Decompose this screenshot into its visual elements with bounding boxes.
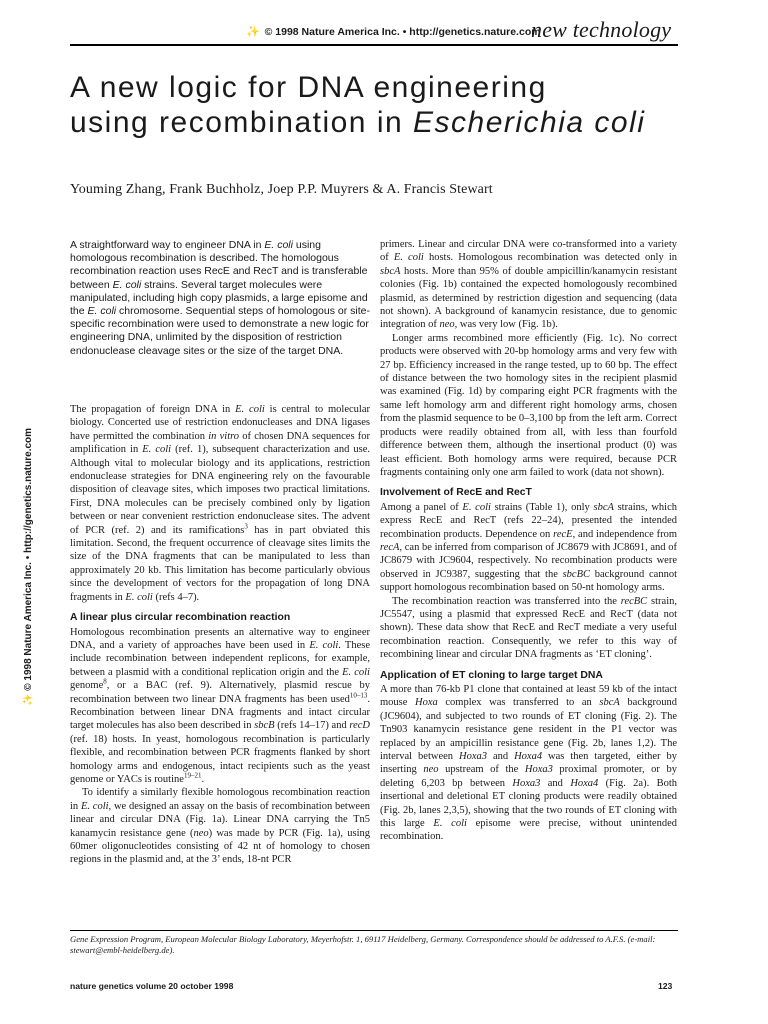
paragraph: Homologous recombination presents an alternative way to engineer DNA, and a variety of approaches have been used in E. coli. These include recombination between independent replicons, for example, between a plasmid with a conditional replication origin and the E. coli genome$^8$, or a BAC (ref. 9). Alternatively, plasmid rescue by recombination between two linear DNA fragments has been used$^{10-13}$. Recombination between linear DNA fragments and intact circular target molecules has also been described in sbcB (refs 14–17) and recD (ref. 18) hosts. In yeast, homologous recombination is particularly flexible, and recombination between PCR fragments flanked by short homology arms and endogenous, intact recipients such as the yeast genome or YACs is routine$^{19-21}$. <box>70 626 370 785</box>
heading-et-cloning: Application of ET cloning to large target DNA <box>380 669 603 681</box>
paragraph: Among a panel of E. coli strains (Table 1), only sbcA strains, which express RecE and RecT (refs 22–24), presented the intended recombination products. Dependence on recE, and independence from recA, can be inferred from comparison of JC8679 with JC8691, and of JC8679 with JC9604, respectively. No recombination products were observed in JC9387, suggesting that the sbcBC background cannot support homologous recombination based on 50-nt homology arms. <box>380 501 677 594</box>
paragraph: Longer arms recombined more efficiently (Fig. 1c). No correct products were observed with 20-bp homology arms and very few with 27 bp. Efficiency increased in the range tested, up to 60 bp. The effect of distance between the two homology sites in the recipient plasmid was examined (Fig. 1d) by comparing eight PCR fragments with the same left homology arm and different right homology arms, chosen from the plasmid sequence to be 0–3,100 bp from the left arm. Correct products were readily obtained from all, with less than fourfold difference between them, although the insertional product (0) was least efficient. Both homology arms were required, because PCR fragments containing only one arm failed to work (data not shown). <box>380 332 677 478</box>
page-number: 123 <box>658 981 673 991</box>
side-copyright <box>23 428 34 706</box>
affiliation-footnote: Gene Expression Program, European Molecular Biology Laboratory, Meyerhofstr. 1, 69117 Heidelberg, Germany. Correspondence should be addressed to A.F.S. (e-mail: stewart@embl-heidelberg.de). <box>70 934 656 955</box>
column-left <box>70 403 370 867</box>
header-rule <box>70 44 678 46</box>
side-copyright-text: © 1998 Nature America Inc. • http://genetics.nature.com <box>23 427 34 691</box>
abstract <box>70 239 370 358</box>
paragraph: primers. Linear and circular DNA were co-transformed into a variety of E. coli hosts. Homologous recombination was detected only in sbcA hosts. More than 95% of double ampicillin/kanamycin resistant colonies (Fig. 1b) contained the expected homologously recombined plasmid, as determined by restriction digestion and sequencing (data not shown). A background of kanamycin resistance, due to genomic integration of neo, was very low (Fig. 1b). <box>380 239 677 331</box>
journal-footer: nature genetics volume 20 october 1998 <box>70 981 234 991</box>
article-title <box>70 70 690 140</box>
paragraph: The recombination reaction was transferred into the recBC strain, JC5547, using a plasmid that expressed RecE and RecT (data not shown). These data show that RecE and RecT mediate a very useful recombination reaction. Consequently, we refer to this way of recombining linear and circular DNA fragments as ‘ET cloning’. <box>380 595 677 661</box>
authors: Youming Zhang, Frank Buchholz, Joep P.P. Muyrers & A. Francis Stewart <box>70 182 493 197</box>
header-copyright <box>246 25 541 38</box>
abstract-text: A straightforward way to engineer DNA in E. coli using homologous recombination is described. The homologous recombination reaction uses RecE and RecT and is transferable between E. coli strains. Several target molecules were manipulated, including high copy plasmids, a large episome and the E. coli chromosome. Sequential steps of homologous or site-specific recombination were used to demonstrate a new logic for engineering DNA, unlimited by the disposition of restriction endonuclease cleavage sites or the size of the target DNA. <box>70 239 370 357</box>
paragraph: A more than 76-kb P1 clone that contained at least 59 kb of the intact mouse Hoxa complex was transferred to an sbcA background (JC9604), and subjected to two rounds of ET cloning (Fig. 2). The Tn903 kanamycin resistance gene resident in the P1 vector was replaced by an ampicillin resistance gene (Fig. 2b, lanes 1,2). The interval between Hoxa3 and Hoxa4 was then targeted, either by inserting neo upstream of the Hoxa3 proximal promoter, or by deleting 6,203 bp between Hoxa3 and Hoxa4 (Fig. 2a). Both insertional and deletional ET cloning products were readily obtained (Fig. 2b, lanes 2,3,5), showing that the two rounds of ET cloning with this large E. coli episome were precise, without unintended recombination. <box>380 684 677 843</box>
heading-rece-rect: Involvement of RecE and RecT <box>380 487 532 499</box>
section-label: new technology <box>531 17 672 42</box>
copyright-text: © 1998 Nature America Inc. • http://genetics.nature.com <box>264 26 541 38</box>
nature-logo-side-icon: ✨ <box>23 693 34 706</box>
title-line-1: A new logic for DNA engineering <box>70 71 547 104</box>
paragraph: To identify a similarly flexible homologous recombination reaction in E. coli, we designed an assay on the basis of recombination between linear and circular DNA (Fig. 1a). Linear DNA carrying the Tn5 kanamycin resistance gene (neo) was made by PCR (Fig. 1a), using 60mer oligonucleotides consisting of 42 nt of homology to chosen regions in the plasmid and, at the 3’ ends, 18-nt PCR <box>70 787 371 866</box>
heading-linear-plus-circular: A linear plus circular recombination reaction <box>70 612 291 624</box>
title-line-2-italic: Escherichia coli <box>413 106 646 139</box>
title-line-2-prefix: using recombination in <box>70 106 414 139</box>
nature-logo-icon: ✨ <box>246 26 260 38</box>
footnote-rule <box>70 930 678 931</box>
column-right <box>380 238 677 844</box>
title-line-2 <box>70 105 690 140</box>
intro-paragraph: The propagation of foreign DNA in E. coli is central to molecular biology. Concerted use of restriction endonucleases and DNA ligases have permitted the combination in vitro of chosen DNA sequences for amplification in E. coli (ref. 1), subsequent characterization and use. Although vital to molecular biology and its applications, restriction endonuclease strategies for DNA engineering rely on the favourable disposition of cleavage sites, which imposes two practical limitations. First, DNA molecules can be precisely combined only by ligation between or near convenient restriction endonuclease sites. The advent of PCR (ref. 2) and its ramifications$^3$ has in part obviated this limitation. Second, the frequent occurrence of cleavage sites limits the size of the DNA fragments that can be manipulated to less than approximately 20 kb. This limitation has become particularly obvious since the development of vectors for the propagation of long DNA fragments in E. coli (refs 4–7). <box>70 404 371 603</box>
